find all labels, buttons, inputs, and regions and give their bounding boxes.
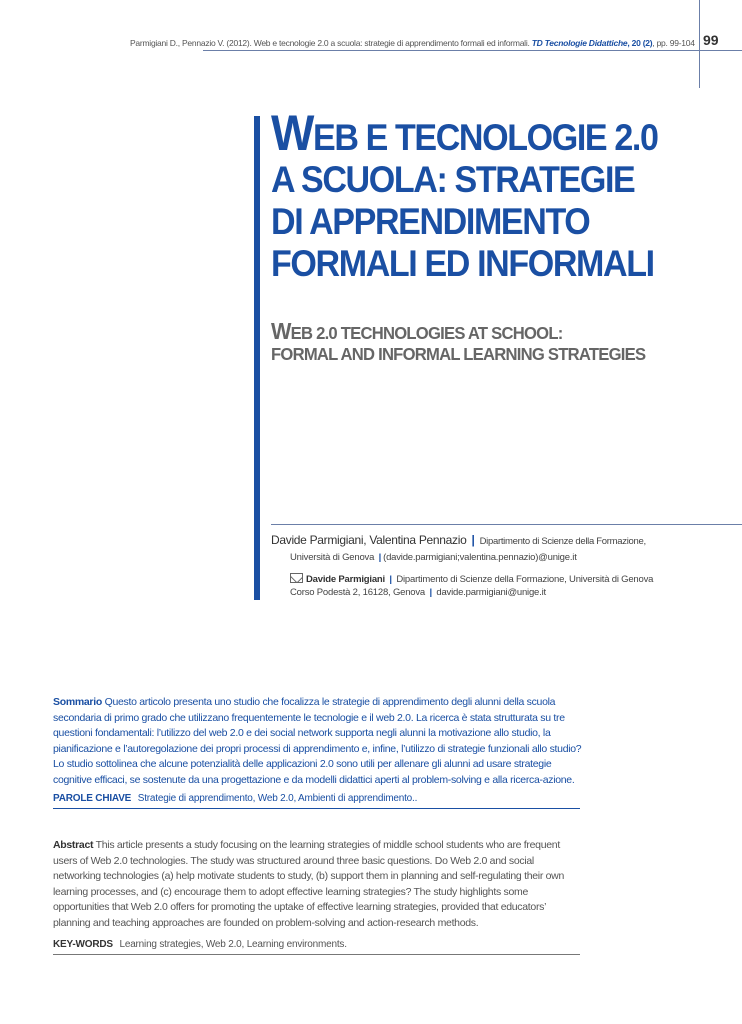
envelope-icon <box>290 573 303 583</box>
keywords-en-label: KEY-WORDS <box>53 939 113 950</box>
keywords-english <box>53 939 580 950</box>
contact-email[interactable]: davide.parmigiani@unige.it <box>436 587 546 598</box>
journal-volume: 20 (2) <box>631 38 653 48</box>
keywords-en-rule <box>53 954 580 955</box>
title-it-line-2: A SCUOLA: STRATEGIE <box>271 159 635 200</box>
authors-line <box>271 533 741 547</box>
title-it-line-4: FORMALI ED INFORMALI <box>271 243 654 284</box>
contact-name: Davide Parmigiani <box>306 574 385 585</box>
journal-name: TD Tecnologie Didattiche <box>531 38 628 48</box>
contact-affiliation: Dipartimento di Scienze della Formazione, Università di Genova <box>396 574 654 585</box>
title-en-line-1: WEB 2.0 TECHNOLOGIES AT SCHOOL: <box>271 318 563 344</box>
header-vertical-rule <box>699 0 700 88</box>
author-emails[interactable]: (davide.parmigiani;valentina.pennazio)@unige.it <box>383 552 577 563</box>
keywords-en-text: Learning strategies, Web 2.0, Learning environments. <box>119 939 347 950</box>
author-names: Davide Parmigiani, Valentina Pennazio <box>271 533 467 547</box>
contact-address: Corso Podestà 2, 16128, Genova <box>290 587 426 598</box>
header-rule <box>203 50 742 51</box>
contact-line-1: Davide Parmigiani | Dipartimento di Scienze della Formazione, Università di Genova <box>290 573 653 585</box>
abstract-it-label: Sommario <box>53 696 102 708</box>
title-it-line-3: DI APPRENDIMENTO <box>271 201 590 242</box>
abstract-it-text: Questo articolo presenta uno studio che focalizza le strategie di apprendimento degli alunni della scuola secondaria di primo grado che utilizzano frequentemente le tecnologie e il web 2.0. La ricerca è stata strutturata su tre questioni fondamentali: l’utilizzo del web 2.0 e dei social network supporta negli alunni la motivazione allo studio, la pianificazione e l’autoregolazione dei propri processi di apprendimento e, infine, l’utilizzo di strategie funzionali allo studio? Lo studio sottolinea che alcune potenzialità delle applicazioni 2.0 sono utili per allenare gli alunni ad usare strategie cognitive efficaci, se sostenute da una progettazione e da modelli didattici aperti al problem-solving e alla ricerca-azione. <box>53 696 582 786</box>
page-number: 99 <box>703 32 719 48</box>
affiliation-line-2: Università di Genova | (davide.parmigiani;valentina.pennazio)@unige.it <box>290 552 577 563</box>
abstract-english <box>53 838 583 932</box>
abstract-en-label: Abstract <box>53 839 94 851</box>
title-italian <box>271 105 694 285</box>
keywords-it-text: Strategie di apprendimento, Web 2.0, Ambienti di apprendimento.. <box>137 793 418 804</box>
title-english <box>271 318 718 365</box>
abstract-en-text: This article presents a study focusing on the learning strategies of middle school students who are frequent users of Web 2.0 technologies. The study was structured around three basic questions. Do Web 2.0 and social networking technologies (a) help motivate students to study, (b) support them in planning and self-regulating their own learning processes, and (c) encourage them to adopt effective learning strategies? The study highlights some opportunities that Web 2.0 offers for promoting the uptake of effective learning strategies, provided that educators’ planning and teaching approaches are founded on problem-solving and action-research methods. <box>53 839 564 929</box>
keywords-it-label: PAROLE CHIAVE <box>53 793 132 804</box>
keywords-italian <box>53 793 580 804</box>
contact-line-2: Corso Podestà 2, 16128, Genova | davide.parmigiani@unige.it <box>290 587 546 598</box>
affiliation: Dipartimento di Scienze della Formazione, <box>479 536 646 547</box>
authors-rule <box>271 524 742 525</box>
separator: | <box>471 533 475 547</box>
title-it-line-1: WEB E TECNOLOGIE 2.0 <box>271 105 658 161</box>
keywords-it-rule <box>53 808 580 809</box>
title-accent-bar <box>254 116 260 600</box>
title-en-line-2: FORMAL AND INFORMAL LEARNING STRATEGIES <box>271 344 646 364</box>
abstract-italian <box>53 695 583 789</box>
header-citation: Parmigiani D., Pennazio V. (2012). Web e tecnologie 2.0 a scuola: strategie di apprendimento formali ed informali. TD Tecnologie Didattiche, 20 (2), pp. 99-104 <box>130 38 695 48</box>
citation-pages: , pp. 99-104 <box>652 38 695 48</box>
citation-prefix: Parmigiani D., Pennazio V. (2012). Web e tecnologie 2.0 a scuola: strategie di apprendimento formali ed informali. <box>130 38 530 48</box>
